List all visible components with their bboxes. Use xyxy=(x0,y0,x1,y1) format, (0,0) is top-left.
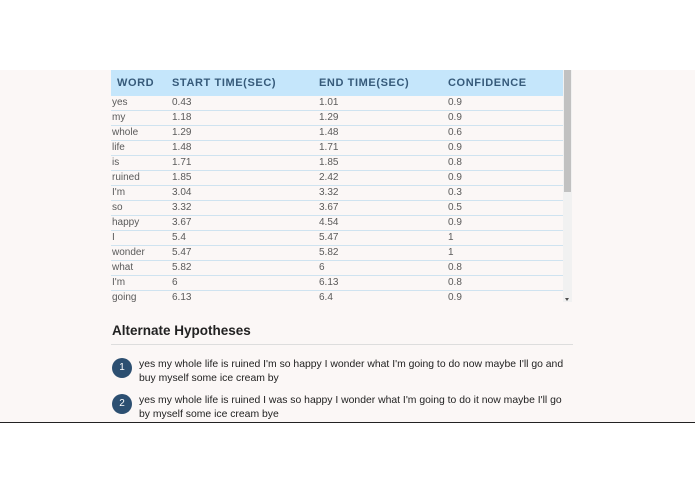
word-cell: going xyxy=(111,291,172,303)
table-row xyxy=(111,276,563,291)
alternate-hypotheses-title: Alternate Hypotheses xyxy=(112,323,251,338)
hypothesis-number-badge: 1 xyxy=(112,358,132,378)
table-row xyxy=(111,111,563,126)
end-time-cell: 1.85 xyxy=(319,156,448,171)
confidence-cell: 0.9 xyxy=(448,291,563,303)
confidence-cell: 0.8 xyxy=(448,156,563,171)
start-time-cell: 5.47 xyxy=(172,246,319,261)
table-row xyxy=(111,291,563,303)
confidence-cell: 0.9 xyxy=(448,96,563,111)
table-header-row xyxy=(111,70,563,96)
word-cell: life xyxy=(111,141,172,156)
end-time-cell: 3.32 xyxy=(319,186,448,201)
confidence-cell: 0.6 xyxy=(448,126,563,141)
word-cell: happy xyxy=(111,216,172,231)
hypothesis-number-badge: 2 xyxy=(112,394,132,414)
table-row xyxy=(111,246,563,261)
word-cell: so xyxy=(111,201,172,216)
table-row xyxy=(111,171,563,186)
table-row xyxy=(111,231,563,246)
confidence-cell: 0.3 xyxy=(448,186,563,201)
table-row xyxy=(111,201,563,216)
transcript-panel xyxy=(0,70,695,422)
end-time-cell: 2.42 xyxy=(319,171,448,186)
table-row xyxy=(111,216,563,231)
word-cell: I'm xyxy=(111,186,172,201)
confidence-cell: 0.8 xyxy=(448,261,563,276)
end-time-cell: 1.48 xyxy=(319,126,448,141)
confidence-cell: 1 xyxy=(448,231,563,246)
end-time-cell: 5.47 xyxy=(319,231,448,246)
confidence-cell: 0.9 xyxy=(448,111,563,126)
end-time-cell: 1.71 xyxy=(319,141,448,156)
column-header-word: WORD xyxy=(111,70,172,96)
word-cell: whole xyxy=(111,126,172,141)
hypothesis-text: yes my whole life is ruined I'm so happy I wonder what I'm going to do now maybe I'll go and buy myself some ice cream by xyxy=(139,359,564,384)
bottom-border xyxy=(0,422,695,423)
confidence-cell: 0.8 xyxy=(448,276,563,291)
start-time-cell: 0.43 xyxy=(172,96,319,111)
hypothesis-text: yes my whole life is ruined I was so happy I wonder what I'm going to do it now maybe I'll go by myself some ice cream bye xyxy=(139,395,562,420)
start-time-cell: 1.48 xyxy=(172,141,319,156)
start-time-cell: 1.29 xyxy=(172,126,319,141)
section-divider xyxy=(111,344,573,345)
word-cell: wonder xyxy=(111,246,172,261)
word-cell: my xyxy=(111,111,172,126)
end-time-cell: 4.54 xyxy=(319,216,448,231)
start-time-cell: 1.18 xyxy=(172,111,319,126)
end-time-cell: 5.82 xyxy=(319,246,448,261)
confidence-cell: 1 xyxy=(448,246,563,261)
table-row xyxy=(111,156,563,171)
confidence-cell: 0.9 xyxy=(448,141,563,156)
word-cell: what xyxy=(111,261,172,276)
confidence-cell: 0.9 xyxy=(448,171,563,186)
column-header-start-time: START TIME(SEC) xyxy=(172,70,319,96)
scroll-down-arrow-icon[interactable] xyxy=(565,298,569,301)
start-time-cell: 3.04 xyxy=(172,186,319,201)
start-time-cell: 5.4 xyxy=(172,231,319,246)
end-time-cell: 1.29 xyxy=(319,111,448,126)
word-timing-table xyxy=(111,70,563,302)
scrollbar-thumb[interactable] xyxy=(564,70,571,192)
table-row xyxy=(111,96,563,111)
word-cell: I'm xyxy=(111,276,172,291)
start-time-cell: 3.32 xyxy=(172,201,319,216)
start-time-cell: 1.71 xyxy=(172,156,319,171)
table-scrollbar[interactable] xyxy=(563,70,572,302)
table-row xyxy=(111,141,563,156)
end-time-cell: 3.67 xyxy=(319,201,448,216)
confidence-cell: 0.9 xyxy=(448,216,563,231)
end-time-cell: 6.13 xyxy=(319,276,448,291)
word-table-container[interactable] xyxy=(111,70,572,302)
word-cell: yes xyxy=(111,96,172,111)
end-time-cell: 6.4 xyxy=(319,291,448,303)
column-header-confidence: CONFIDENCE xyxy=(448,70,563,96)
table-row xyxy=(111,186,563,201)
start-time-cell: 3.67 xyxy=(172,216,319,231)
start-time-cell: 6 xyxy=(172,276,319,291)
word-cell: I xyxy=(111,231,172,246)
start-time-cell: 1.85 xyxy=(172,171,319,186)
word-cell: ruined xyxy=(111,171,172,186)
start-time-cell: 5.82 xyxy=(172,261,319,276)
end-time-cell: 6 xyxy=(319,261,448,276)
end-time-cell: 1.01 xyxy=(319,96,448,111)
table-row xyxy=(111,126,563,141)
column-header-end-time: END TIME(SEC) xyxy=(319,70,448,96)
start-time-cell: 6.13 xyxy=(172,291,319,303)
confidence-cell: 0.5 xyxy=(448,201,563,216)
table-row xyxy=(111,261,563,276)
word-cell: is xyxy=(111,156,172,171)
